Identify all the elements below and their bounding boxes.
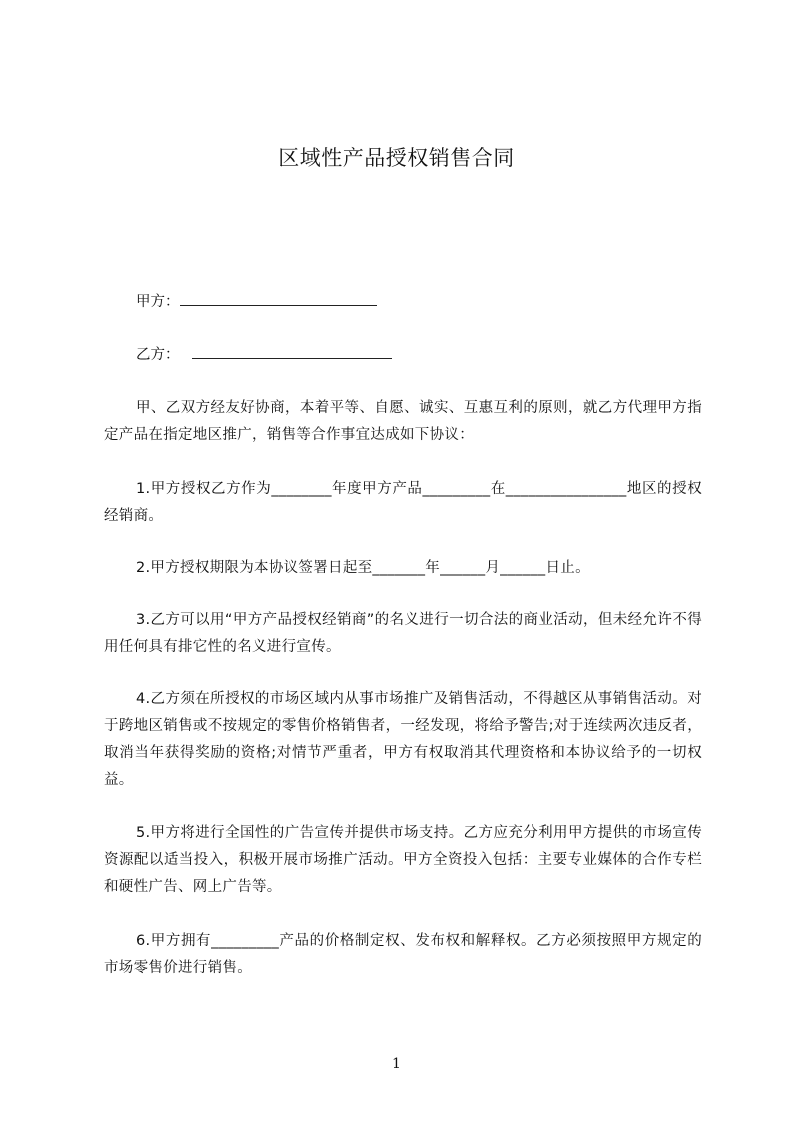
party-b-blank xyxy=(192,344,392,359)
party-b-label: 乙方： xyxy=(136,347,180,363)
clause-4: 4.乙方须在所授权的市场区域内从事市场推广及销售活动，不得越区从事销售活动。对于跨地区销售或不按规定的零售价格销售者，一经发现，将给予警告;对于连续两次违反者，取消当年获得奖励的资格;对情节严重者，甲方有权取消其代理资格和本协议给予的一切权益。 xyxy=(104,691,702,788)
clause-1: 1.甲方授权乙方作为________年度甲方产品_________在________________地区的授权经销商。 xyxy=(104,481,702,524)
party-b-line xyxy=(136,344,392,365)
party-a-label: 甲方： xyxy=(136,294,180,310)
clause-6: 6.甲方拥有_________产品的价格制定权、发布权和解释权。乙方必须按照甲方规定的市场零售价进行销售。 xyxy=(104,933,702,976)
document-title: 区域性产品授权销售合同 xyxy=(278,146,515,170)
intro-paragraph: 甲、乙双方经友好协商，本着平等、自愿、诚实、互惠互利的原则，就乙方代理甲方指定产品在指定地区推广，销售等合作事宜达成如下协议： xyxy=(104,400,702,443)
party-a-line xyxy=(136,291,377,312)
page-number: 1 xyxy=(392,1056,401,1072)
clause-3: 3.乙方可以用“甲方产品授权经销商”的名义进行一切合法的商业活动，但未经允许不得用任何具有排它性的名义进行宣传。 xyxy=(104,612,702,655)
clause-2: 2.甲方授权期限为本协议签署日起至_______年______月______日止。 xyxy=(136,560,590,576)
party-a-blank xyxy=(180,291,377,306)
clause-5: 5.甲方将进行全国性的广告宣传并提供市场支持。乙方应充分利用甲方提供的市场宣传资源配以适当投入，积极开展市场推广活动。甲方全资投入包括：主要专业媒体的合作专栏和硬性广告、网上广告等。 xyxy=(104,825,702,895)
